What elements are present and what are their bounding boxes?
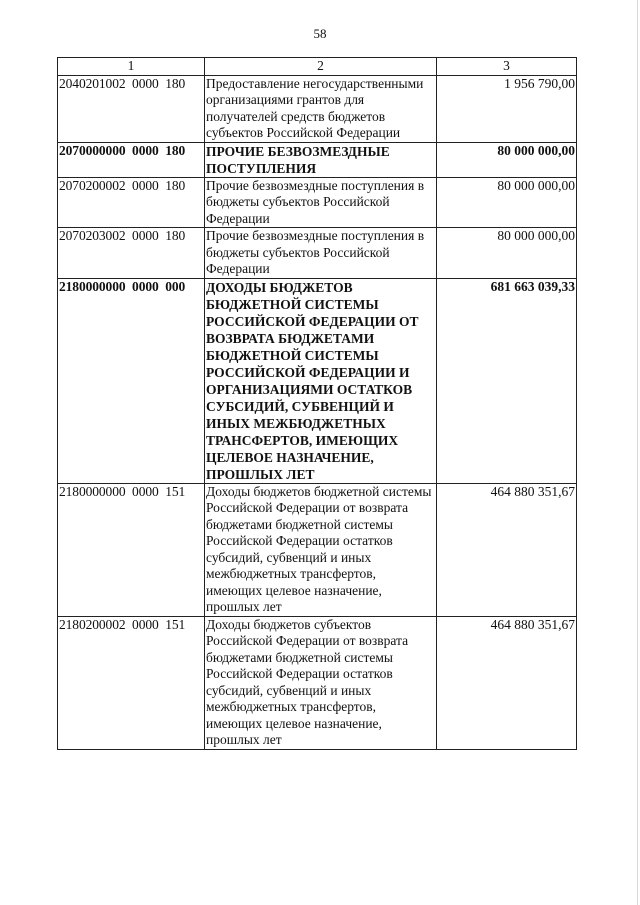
cell-code: 2040201002 0000 180 <box>58 75 205 142</box>
table-row <box>58 177 577 228</box>
cell-amount: 464 880 351,67 <box>437 616 577 749</box>
cell-code: 2070203002 0000 180 <box>58 228 205 279</box>
table-header-row <box>58 58 577 76</box>
cell-name: Прочие безвозмездные поступления в бюджеты субъектов Российской Федерации <box>205 228 437 279</box>
page-number: 58 <box>313 26 327 41</box>
table-row <box>58 228 577 279</box>
cell-amount: 681 663 039,33 <box>437 278 577 483</box>
cell-name: ДОХОДЫ БЮДЖЕТОВ БЮДЖЕТНОЙ СИСТЕМЫ РОССИЙСКОЙ ФЕДЕРАЦИИ ОТ ВОЗВРАТА БЮДЖЕТАМИ БЮДЖЕТНОЙ СИСТЕМЫ РОССИЙСКОЙ ФЕДЕРАЦИИ И ОРГАНИЗАЦИЯМИ ОСТАТКОВ СУБСИДИЙ, СУБВЕНЦИЙ И ИНЫХ МЕЖБЮДЖЕТНЫХ ТРАНСФЕРТОВ, ИМЕЮЩИХ ЦЕЛЕВОЕ НАЗНАЧЕНИЕ, ПРОШЛЫХ ЛЕТ <box>205 278 437 483</box>
cell-amount: 80 000 000,00 <box>437 228 577 279</box>
cell-code: 2070200002 0000 180 <box>58 177 205 228</box>
cell-amount: 80 000 000,00 <box>437 177 577 228</box>
cell-amount: 80 000 000,00 <box>437 142 577 177</box>
budget-revenue-table <box>57 57 577 750</box>
table-row <box>58 278 577 483</box>
table-row <box>58 483 577 616</box>
cell-amount: 1 956 790,00 <box>437 75 577 142</box>
cell-name: Доходы бюджетов бюджетной системы Российской Федерации от возврата бюджетами бюджетной системы Российской Федерации остатков субсидий, субвенций и иных межбюджетных трансфертов, имеющих целевое назначение, прошлых лет <box>205 483 437 616</box>
cell-name: Предоставление негосударственными организациями грантов для получателей средств бюджетов субъектов Российской Федерации <box>205 75 437 142</box>
table-row <box>58 142 577 177</box>
cell-code: 2180000000 0000 151 <box>58 483 205 616</box>
cell-name: ПРОЧИЕ БЕЗВОЗМЕЗДНЫЕ ПОСТУПЛЕНИЯ <box>205 142 437 177</box>
table-row <box>58 75 577 142</box>
scan-edge-line <box>637 0 638 905</box>
table-row <box>58 616 577 749</box>
cell-name: Прочие безвозмездные поступления в бюджеты субъектов Российской Федерации <box>205 177 437 228</box>
column-header-amount: 3 <box>437 58 577 76</box>
column-header-code: 1 <box>58 58 205 76</box>
cell-name: Доходы бюджетов субъектов Российской Федерации от возврата бюджетами бюджетной системы Российской Федерации остатков субсидий, субвенций и иных межбюджетных трансфертов, имеющих целевое назначение, прошлых лет <box>205 616 437 749</box>
column-header-name: 2 <box>205 58 437 76</box>
cell-code: 2180000000 0000 000 <box>58 278 205 483</box>
cell-code: 2180200002 0000 151 <box>58 616 205 749</box>
cell-code: 2070000000 0000 180 <box>58 142 205 177</box>
cell-amount: 464 880 351,67 <box>437 483 577 616</box>
